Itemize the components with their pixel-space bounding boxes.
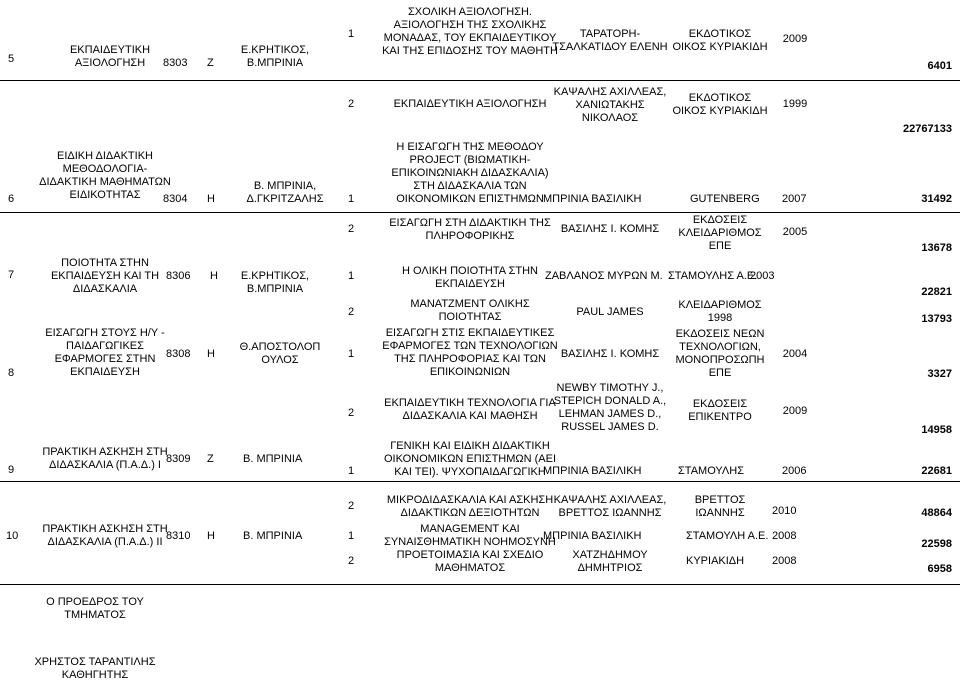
row-separator [0,584,960,585]
book-author: ΒΑΣΙΛΗΣ Ι. ΚΟΜΗΣ [560,223,660,235]
teacher: Ε.ΚΡΗΤΙΚΟΣ, Β.ΜΠΡΙΝΙΑ [240,270,310,295]
book-author: ΚΑΨΑΛΗΣ ΑΧΙΛΛΕΑΣ, ΧΑΝΙΩΤΑΚΗΣ ΝΙΚΟΛΑΟΣ [553,86,667,124]
course-code: 8304 [163,193,188,205]
book-year: 2008 [772,530,797,542]
book-id: 48864 [921,507,952,519]
teacher: Ε.ΚΡΗΤΙΚΟΣ, Β.ΜΠΡΙΝΙΑ [240,44,310,69]
book-year: 2007 [782,193,807,205]
book-author: PAUL JAMES [576,306,644,318]
book-year: 2003 [750,270,775,282]
row-number: 7 [8,269,15,281]
signatory-role: Ο ΠΡΟΕΔΡΟΣ ΤΟΥ ΤΜΗΜΑΤΟΣ [46,596,144,621]
course-name: ΕΙΣΑΓΩΓΗ ΣΤΟΥΣ Η/Υ - ΠΑΙΔΑΓΩΓΙΚΕΣ ΕΦΑΡΜΟΓΕΣ ΣΤΗΝ ΕΚΠΑΙΔΕΥΣΗ [45,327,165,378]
book-number: 1 [348,28,355,40]
book-publisher: ΣΤΑΜΟΥΛΗΣ [678,465,745,477]
course-name: ΠΟΙΟΤΗΤΑ ΣΤΗΝ ΕΚΠΑΙΔΕΥΣΗ ΚΑΙ ΤΗ ΔΙΔΑΣΚΑΛΙΑ [50,257,160,295]
teacher: Β. ΜΠΡΙΝΙΑ, Δ.ΓΚΡΙΤΖΑΛΗΣ [246,180,324,205]
course-name: ΕΙΔΙΚΗ ΔΙΔΑΚΤΙΚΗ ΜΕΘΟΔΟΛΟΓΙΑ- ΔΙΔΑΚΤΙΚΗ ΜΑΘΗΜΑΤΩΝ ΕΙΔΙΚΟΤΗΤΑΣ [39,150,171,201]
book-title: ΠΡΟΕΤΟΙΜΑΣΙΑ ΚΑΙ ΣΧΕΔΙΟ ΜΑΘΗΜΑΤΟΣ [396,549,544,574]
book-number: 1 [348,270,355,282]
course-code: 8303 [163,57,188,69]
row-number: 9 [8,464,15,476]
book-author: ΖΑΒΛΑΝΟΣ ΜΥΡΩΝ Μ. [545,270,663,282]
book-publisher: GUTENBERG [690,193,760,205]
book-author: ΧΑΤΖΗΔΗΜΟΥ ΔΗΜΗΤΡΙΟΣ [572,549,648,574]
book-id: 22598 [921,538,952,550]
book-publisher: ΕΚΔΟΤΙΚΟΣ ΟΙΚΟΣ ΚΥΡΙΑΚΙΔΗ [672,92,768,117]
book-id: 13793 [921,313,952,325]
course-code: 8308 [166,348,191,360]
book-number: 1 [348,348,355,360]
course-type: Ζ [207,453,214,465]
course-type: Η [207,348,215,360]
book-id: 6401 [927,60,952,72]
book-publisher: ΣΤΑΜΟΥΛΗ Α.Ε. [686,530,769,542]
book-id: 31492 [921,193,952,205]
book-number: 2 [348,407,355,419]
book-id: 22681 [921,465,952,477]
row-number: 10 [6,530,19,542]
book-id: 6958 [927,563,952,575]
course-type: Ζ [207,57,214,69]
book-title: MANAGEMENT ΚΑΙ ΣΥΝΑΙΣΘΗΜΑΤΙΚΗ ΝΟΗΜΟΣΥΝΗ [384,523,556,548]
book-number: 1 [348,530,355,542]
book-year: 2009 [782,33,808,45]
signatory-name: ΧΡΗΣΤΟΣ ΤΑΡΑΝΤΙΛΗΣ ΚΑΘΗΓΗΤΗΣ [34,656,156,681]
teacher: Β. ΜΠΡΙΝΙΑ [243,453,303,465]
book-id: 3327 [927,368,952,380]
book-publisher: ΚΥΡΙΑΚΙΔΗ [686,555,745,567]
teacher: Β. ΜΠΡΙΝΙΑ [243,530,303,542]
book-number: 2 [348,555,355,567]
book-title: ΕΚΠΑΙΔΕΥΤΙΚΗ ΤΕΧΝΟΛΟΓΙΑ ΓΙΑ ΔΙΔΑΣΚΑΛΙΑ ΚΑΙ ΜΑΘΗΣΗ [384,397,556,422]
book-year: 2004 [782,348,808,360]
book-year: 2009 [782,405,808,417]
book-publisher: ΕΚΔΟΣΕΙΣ ΝΕΩΝ ΤΕΧΝΟΛΟΓΙΩΝ, ΜΟΝΟΠΡΟΣΩΠΗ ΕΠΕ [675,328,765,379]
row-separator [0,80,960,81]
book-id: 22767133 [903,123,952,135]
book-year: 1999 [782,98,808,110]
book-year: 2006 [782,465,807,477]
course-type: Η [210,270,218,282]
row-separator [0,212,960,213]
book-publisher: ΣΤΑΜΟΥΛΗΣ Α.Ε. [668,270,758,282]
course-name: ΠΡΑΚΤΙΚΗ ΑΣΚΗΣΗ ΣΤΗ ΔΙΔΑΣΚΑΛΙΑ (Π.Α.Δ.) Ι [42,446,168,471]
book-number: 1 [348,465,355,477]
book-id: 22821 [921,286,952,298]
book-id: 14958 [921,424,952,436]
book-title: Η ΟΛΙΚΗ ΠΟΙΟΤΗΤΑ ΣΤΗΝ ΕΚΠΑΙΔΕΥΣΗ [402,265,538,290]
book-year: 2008 [772,555,797,567]
course-code: 8309 [166,453,191,465]
course-type: Η [207,530,215,542]
book-title: ΕΙΣΑΓΩΓΗ ΣΤΙΣ ΕΚΠΑΙΔΕΥΤΙΚΕΣ ΕΦΑΡΜΟΓΕΣ ΤΩΝ ΤΕΧΝΟΛΟΓΙΩΝ ΤΗΣ ΠΛΗΡΟΦΟΡΙΑΣ ΚΑΙ ΤΩΝ ΕΠΙΚΟΙΝΩΝΙΩΝ [382,327,558,378]
book-author: NEWBY TIMOTHY J., STEPICH DONALD A., LEHMAN JAMES D., RUSSEL JAMES D. [553,382,667,433]
course-code: 8310 [166,530,191,542]
book-title: ΜΑΝΑΤΖΜΕΝΤ ΟΛΙΚΗΣ ΠΟΙΟΤΗΤΑΣ [410,298,530,323]
book-title: ΣΧΟΛΙΚΗ ΑΞΙΟΛΟΓΗΣΗ. ΑΞΙΟΛΟΓΗΣΗ ΤΗΣ ΣΧΟΛΙΚΗΣ ΜΟΝΑΔΑΣ, ΤΟΥ ΕΚΠΑΙΔΕΥΤΙΚΟΥ ΚΑΙ ΤΗΣ ΕΠΙΔΟΣΗΣ ΤΟΥ ΜΑΘΗΤΗ [382,6,558,57]
book-publisher: ΚΛΕΙΔΑΡΙΘΜΟΣ 1998 [678,299,762,324]
book-number: 2 [348,306,355,318]
book-title: Η ΕΙΣΑΓΩΓΗ ΤΗΣ ΜΕΘΟΔΟΥ PROJECT (ΒΙΩΜΑΤΙΚΗ- ΕΠΙΚΟΙΝΩΝΙΑΚΗ ΔΙΔΑΣΚΑΛΙΑ) ΣΤΗ ΔΙΔΑΣΚΑΛΙΑ ΤΩΝ ΟΙΚΟΝΟΜΙΚΩΝ ΕΠΙΣΤΗΜΩΝ [391,141,549,205]
course-type: Η [207,193,215,205]
course-name: ΕΚΠΑΙΔΕΥΤΙΚΗ ΑΞΙΟΛΟΓΗΣΗ [69,44,151,69]
book-author: ΚΑΨΑΛΗΣ ΑΧΙΛΛΕΑΣ, ΒΡΕΤΤΟΣ ΙΩΑΝΝΗΣ [553,494,667,519]
book-title: ΕΙΣΑΓΩΓΗ ΣΤΗ ΔΙΔΑΚΤΙΚΗ ΤΗΣ ΠΛΗΡΟΦΟΡΙΚΗΣ [389,217,551,242]
row-number: 8 [8,367,15,379]
book-title: ΜΙΚΡΟΔΙΔΑΣΚΑΛΙΑ ΚΑΙ ΑΣΚΗΣΗ ΔΙΔΑΚΤΙΚΩΝ ΔΕΞΙΟΤΗΤΩΝ [386,494,554,519]
book-number: 2 [348,500,355,512]
book-author: ΜΠΡΙΝΙΑ ΒΑΣΙΛΙΚΗ [543,465,642,477]
row-separator [0,481,960,482]
teacher: Θ.ΑΠΟΣΤΟΛΟΠ ΟΥΛΟΣ [239,341,321,366]
book-publisher: ΕΚΔΟΣΕΙΣ ΚΛΕΙΔΑΡΙΘΜΟΣ ΕΠΕ [678,214,762,252]
course-code: 8306 [166,270,191,282]
book-title: ΓΕΝΙΚΗ ΚΑΙ ΕΙΔΙΚΗ ΔΙΔΑΚΤΙΚΗ ΟΙΚΟΝΟΜΙΚΩΝ ΕΠΙΣΤΗΜΩΝ (ΑΕΙ ΚΑΙ ΤΕΙ). ΨΥΧΟΠΑΙΔΑΓΩΓΙΚΗ [383,440,557,478]
book-publisher: ΒΡΕΤΤΟΣ ΙΩΑΝΝΗΣ [694,494,746,519]
book-title: ΕΚΠΑΙΔΕΥΤΙΚΗ ΑΞΙΟΛΟΓΗΣΗ [393,98,547,110]
book-publisher: ΕΚΔΟΣΕΙΣ ΕΠΙΚΕΝΤΡΟ [688,398,752,423]
book-author: ΜΠΡΙΝΙΑ ΒΑΣΙΛΙΚΗ [543,530,642,542]
book-publisher: ΕΚΔΟΤΙΚΟΣ ΟΙΚΟΣ ΚΥΡΙΑΚΙΔΗ [672,28,768,53]
book-year: 2005 [782,226,808,238]
row-number: 6 [8,193,15,205]
book-number: 2 [348,223,355,235]
book-author: ΤΑΡΑΤΟΡΗ- ΤΣΑΛΚΑΤΙΔΟΥ ΕΛΕΝΗ [552,28,668,53]
book-author: ΜΠΡΙΝΙΑ ΒΑΣΙΛΙΚΗ [543,193,642,205]
row-number: 5 [8,53,15,65]
book-year: 2010 [772,505,797,517]
book-author: ΒΑΣΙΛΗΣ Ι. ΚΟΜΗΣ [560,348,660,360]
course-name: ΠΡΑΚΤΙΚΗ ΑΣΚΗΣΗ ΣΤΗ ΔΙΔΑΣΚΑΛΙΑ (Π.Α.Δ.) ΙΙ [42,523,168,548]
book-id: 13678 [921,242,952,254]
book-number: 1 [348,193,355,205]
book-number: 2 [348,98,355,110]
